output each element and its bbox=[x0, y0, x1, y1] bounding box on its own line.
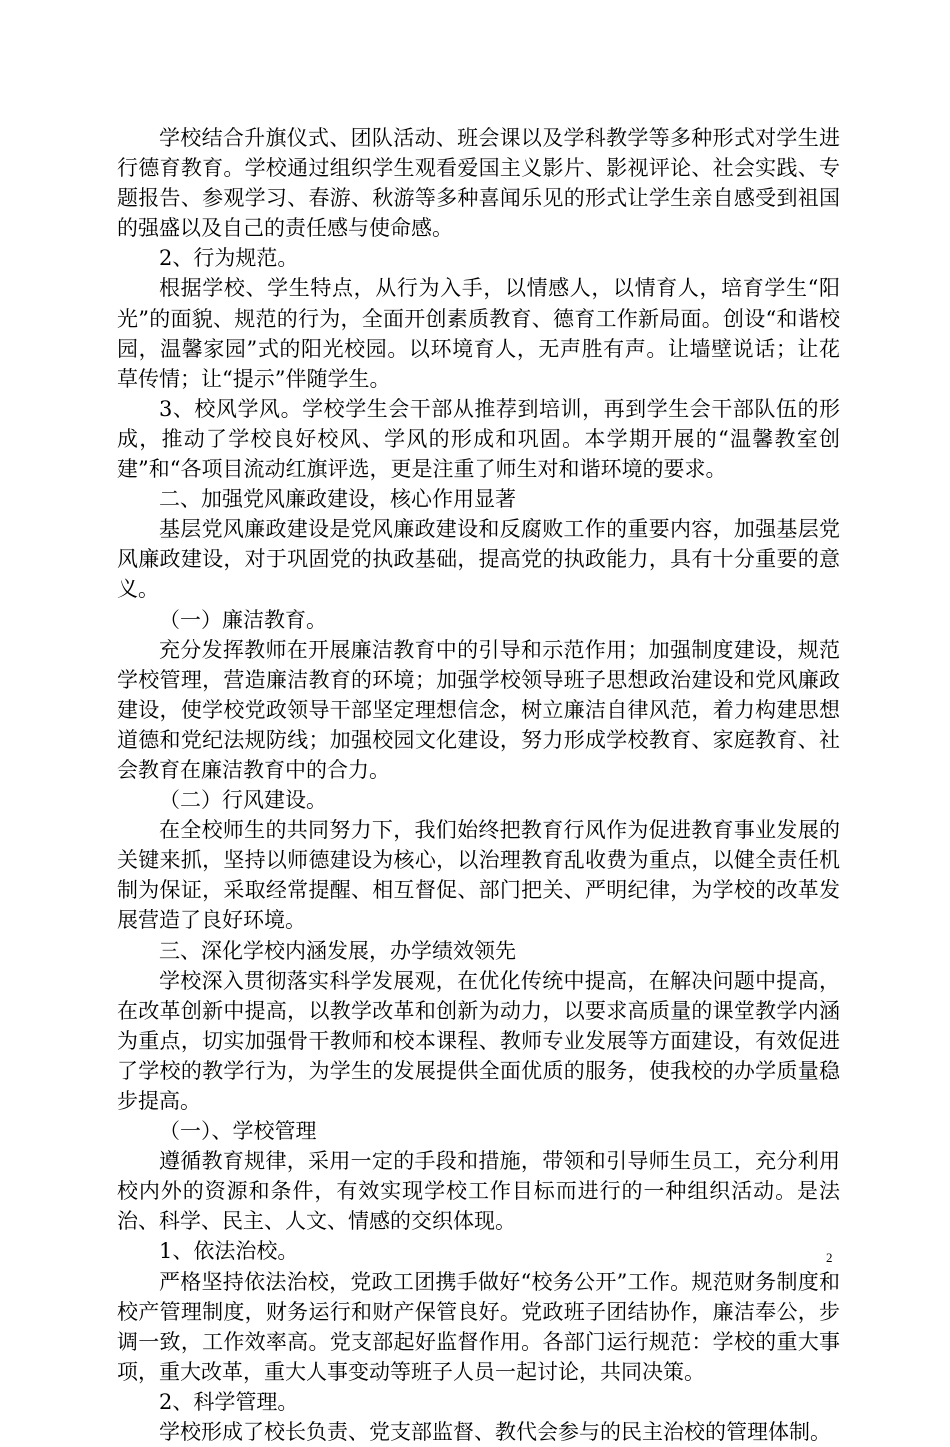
section-heading: 2、科学管理。 bbox=[159, 1389, 299, 1414]
section-heading: （一）廉洁教育。 bbox=[159, 607, 327, 632]
paragraph: 基层党风廉政建设是党风廉政建设和反腐败工作的重要内容，加强基层党风廉政建设，对于巩固党的执政基础，提高党的执政能力，具有十分重要的意义。 bbox=[117, 517, 840, 602]
section-heading: 二、加强党风廉政建设，核心作用显著 bbox=[159, 487, 516, 512]
paragraph: 学校深入贯彻落实科学发展观，在优化传统中提高，在解决问题中提高，在改革创新中提高，以教学改革和创新为动力，以要求高质量的课堂教学内涵为重点，切实加强骨干教师和校本课程、教师专业发展等方面建设，有效促进了学校的教学行为，为学生的发展提供全面优质的服务，使我校的办学质量稳步提高。 bbox=[117, 968, 840, 1113]
section-heading: （一）、学校管理 bbox=[159, 1119, 317, 1144]
paragraph: 学校形成了校长负责、党支部监督、教代会参与的民主治校的管理体制。 bbox=[159, 1420, 831, 1445]
section-heading: 三、深化学校内涵发展，办学绩效领先 bbox=[159, 938, 516, 963]
paragraph: 严格坚持依法治校，党政工团携手做好“校务公开”工作。规范财务制度和校产管理制度，财务运行和财产保管良好。党政班子团结协作，廉洁奉公，步调一致，工作效率高。党支部起好监督作用。各部门运行规范：学校的重大事项，重大改革，重大人事变动等班子人员一起讨论，共同决策。 bbox=[117, 1269, 840, 1384]
paragraph: 学校结合升旗仪式、团队活动、班会课以及学科教学等多种形式对学生进行德育教育。学校通过组织学生观看爱国主义影片、影视评论、社会实践、专题报告、参观学习、春游、秋游等多种喜闻乐见的形式让学生亲自感受到祖国的强盛以及自己的责任感与使命感。 bbox=[117, 126, 840, 241]
paragraph: 在全校师生的共同努力下，我们始终把教育行风作为促进教育事业发展的关键来抓，坚持以师德建设为核心，以治理教育乱收费为重点，以健全责任机制为保证，采取经常提醒、相互督促、部门把关、严明纪律，为学校的改革发展营造了良好环境。 bbox=[117, 818, 840, 933]
paragraph: 充分发挥教师在开展廉洁教育中的引导和示范作用；加强制度建设，规范学校管理，营造廉洁教育的环境；加强学校领导班子思想政治建设和党风廉政建设，使学校党政领导干部坚定理想信念，树立廉洁自律风范，着力构建思想道德和党纪法规防线；加强校园文化建设，努力形成学校教育、家庭教育、社会教育在廉洁教育中的合力。 bbox=[117, 637, 840, 782]
paragraph: 根据学校、学生特点，从行为入手，以情感人，以情育人，培育学生“阳光”的面貌、规范的行为，全面开创素质教育、德育工作新局面。创设“和谐校园，温馨家园”式的阳光校园。以环境育人，无声胜有声。让墙壁说话；让花草传情；让“提示”伴随学生。 bbox=[117, 276, 840, 391]
section-heading: 2、行为规范。 bbox=[159, 246, 299, 271]
paragraph: 3、校风学风。学校学生会干部从推荐到培训，再到学生会干部队伍的形成，推动了学校良好校风、学风的形成和巩固。本学期开展的“温馨教室创建”和“各项目流动红旗评选，更是注重了师生对和谐环境的要求。 bbox=[117, 396, 840, 482]
body-text bbox=[117, 123, 840, 1447]
section-heading: 1、依法治校。 bbox=[159, 1239, 299, 1264]
section-heading: （二）行风建设。 bbox=[159, 788, 327, 813]
paragraph: 遵循教育规律，采用一定的手段和措施，带领和引导师生员工，充分利用校内外的资源和条件，有效实现学校工作目标而进行的一种组织活动。是法治、科学、民主、人文、情感的交织体现。 bbox=[117, 1149, 840, 1234]
page-number: 2 bbox=[826, 1250, 833, 1265]
